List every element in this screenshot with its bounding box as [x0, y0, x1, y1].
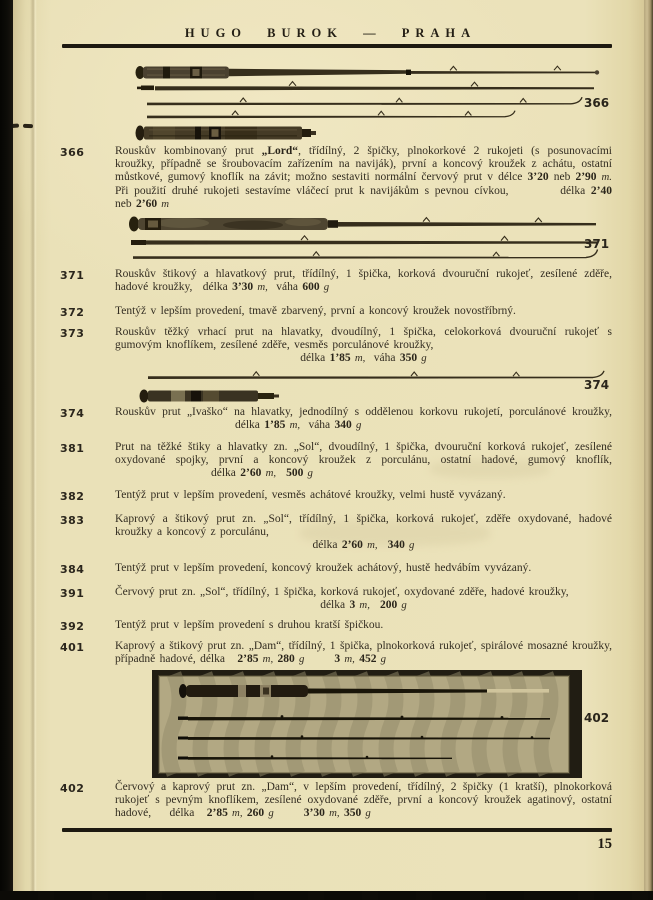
item-number: 381	[60, 442, 85, 455]
item-text-row	[115, 619, 612, 632]
item-text-row	[115, 539, 612, 552]
catalog-item-366	[60, 145, 612, 211]
text-segment: neb	[115, 197, 136, 210]
item-number: 402	[60, 782, 85, 795]
text-segment: 2’85	[206, 807, 228, 820]
text-segment: m,	[261, 467, 277, 480]
text-segment: m,	[253, 281, 268, 294]
text-segment: 2’90	[575, 171, 597, 184]
text-segment: , třídílný, 2 špičky, plnokorkové 2 rukojeti (s posunovacími kroužky, případně se šroubovacím zařízením na naviják), první a koncový kroužek z achátu, ostatní můstkové, gumový knoflík na závit; možno sestaviti normální červový prut v délce	[115, 145, 612, 184]
text-segment: 1’85	[329, 352, 351, 365]
text-segment: g	[319, 281, 330, 294]
text-segment: 200	[379, 599, 398, 612]
figure-label-374: 374	[584, 378, 610, 392]
item-text-row	[115, 513, 612, 539]
text-segment: délka	[320, 599, 350, 612]
item-description	[115, 326, 612, 366]
item-number: 392	[60, 620, 85, 633]
item-number: 382	[60, 490, 85, 503]
text-segment: Tentýž prut v lepším provedení s druhou kratší špičkou.	[115, 619, 384, 631]
item-description	[115, 145, 612, 211]
catalog-item-383	[60, 513, 612, 553]
text-segment: Tentýž prut v lepším provedení, vesměs achátové kroužky, velmi hustě vyvázaný.	[115, 489, 506, 501]
text-segment: g	[351, 419, 362, 432]
text-segment: 350	[339, 807, 362, 820]
binding-mark	[23, 124, 33, 129]
text-segment: g	[361, 807, 371, 820]
item-text-row	[115, 489, 612, 502]
text-segment: délka	[202, 281, 233, 294]
catalog-item-402	[60, 781, 612, 821]
scan-left-edge	[0, 0, 13, 900]
text-segment: 350	[399, 352, 418, 365]
item-number: 391	[60, 587, 85, 600]
text-segment: délka	[560, 184, 591, 197]
text-segment: Při použití druhé rukojeti sestavíme vláčecí prut k navijákům s pevnou cívkou,	[115, 184, 515, 197]
item-number: 374	[60, 407, 85, 420]
text-segment: 3	[349, 599, 356, 612]
text-segment: Rouskův těžký vrhací prut na hlavatky, dvoudílný, 1 špička, celokorková dvouruční rukojeť s gumovým knoflíkem, zesílené zděře, vesměs porculánové kroužky,	[115, 326, 612, 352]
item-description	[115, 489, 612, 502]
catalog-item-392	[60, 619, 612, 632]
text-segment: neb	[548, 171, 576, 184]
item-description	[115, 406, 612, 432]
item-number: 372	[60, 306, 85, 319]
figure-label-402: 402	[584, 711, 610, 725]
item-text-row	[115, 305, 612, 318]
text-segment: „Lord“	[261, 145, 299, 157]
text-segment: 3’20	[527, 171, 549, 184]
text-segment: Tentýž v lepším provedení, tmavě zbarvený, první a koncový kroužek novostříbrný.	[115, 305, 516, 317]
text-segment: 3’30	[303, 807, 325, 820]
item-text-row	[115, 145, 612, 211]
item-description	[115, 619, 612, 632]
text-segment: délka	[312, 539, 342, 552]
text-segment: váha	[304, 419, 335, 432]
text-segment: g	[294, 653, 305, 666]
text-segment: Kaprový a štikový prut zn. „Dam“, třídílný, 1 špička, plnokorková rukojeť, spirálové mosazné kroužky, případně hadové, délka	[115, 640, 612, 666]
text-segment: délka	[169, 807, 199, 820]
footer-rule	[62, 828, 612, 832]
text-segment: Prut na těžké štiky a hlavatky zn. „Sol“, dvoudílný, 1 špička, dvouruční korková rukojeť, zesílené oxydované spojky, první a koncový kroužek z porculánu, ostatní hadové, gumový knoflík,	[115, 441, 612, 467]
text-segment: m,	[285, 419, 301, 432]
text-segment: 260	[242, 807, 265, 820]
scan-right-edge	[644, 0, 653, 900]
item-number: 373	[60, 327, 85, 340]
text-segment: Tentýž prut v lepším provedení, koncový kroužek achátový, hustě hedvábím vyvázaný.	[115, 562, 532, 574]
figure-rod-374	[103, 367, 608, 407]
text-segment: m.	[596, 171, 612, 184]
text-segment: délka	[211, 467, 241, 480]
catalog-item-371	[60, 268, 612, 294]
text-segment: g	[376, 653, 387, 666]
binding-crease	[30, 0, 37, 893]
figure-rod-set-371	[103, 215, 608, 265]
item-description	[115, 562, 612, 575]
text-segment: m,	[350, 352, 366, 365]
item-text-row	[115, 586, 612, 599]
text-segment: Rouskův kombinovaný prut	[115, 145, 262, 157]
text-segment: g	[303, 467, 313, 480]
text-segment: 2’60	[341, 539, 363, 552]
text-segment: délka	[300, 352, 330, 365]
text-segment: 452	[354, 653, 377, 666]
item-number: 371	[60, 269, 85, 282]
item-number: 401	[60, 641, 85, 654]
catalog-item-374	[60, 406, 612, 432]
text-segment: 280	[273, 653, 295, 666]
catalog-item-382	[60, 489, 612, 502]
catalog-item-384	[60, 562, 612, 575]
item-text-row	[115, 268, 612, 294]
catalog-item-381	[60, 441, 612, 481]
text-segment: m,	[258, 653, 274, 666]
text-segment: 600	[302, 281, 320, 294]
item-text-row	[115, 599, 612, 612]
text-segment: 2’60	[135, 197, 158, 210]
text-segment: 500	[286, 467, 304, 480]
item-description	[115, 640, 612, 666]
catalog-item-401	[60, 640, 612, 666]
figure-label-371: 371	[584, 237, 610, 251]
text-segment: 2’40	[590, 184, 613, 197]
catalog-item-372	[60, 305, 612, 318]
text-segment: m,	[362, 539, 378, 552]
text-segment: g	[397, 599, 407, 612]
scan-bottom-edge	[0, 891, 653, 900]
item-description	[115, 513, 612, 553]
text-segment: m,	[227, 807, 243, 820]
figure-photo-402	[152, 670, 582, 778]
item-description	[115, 268, 612, 294]
text-segment: 1’85	[264, 419, 286, 432]
item-text-row	[115, 640, 612, 666]
text-segment: g	[264, 807, 274, 820]
item-description	[115, 441, 612, 481]
catalog-item-373	[60, 326, 612, 366]
item-number: 383	[60, 514, 85, 527]
figure-rod-set-366	[103, 63, 608, 146]
text-segment: 3’30	[232, 281, 254, 294]
item-text-row	[115, 441, 612, 481]
header-rule	[62, 44, 612, 48]
text-segment: g	[404, 539, 415, 552]
text-segment: 2’60	[240, 467, 262, 480]
text-segment: m,	[324, 807, 340, 820]
page-number: 15	[597, 836, 612, 852]
item-text-row	[115, 781, 612, 821]
text-segment: g	[417, 352, 427, 365]
item-text-row	[115, 406, 612, 432]
item-description	[115, 781, 612, 821]
figure-label-366: 366	[584, 96, 610, 110]
text-segment: Červový a kaprový prut zn. „Dam“, v lepším provedení, třídílný, 2 špičky (1 kratší), plnokorková rukojeť s pevným knoflíkem, zesílené oxydované zděře, první a koncový kroužek agatinový, ostatní hadové,	[115, 781, 612, 820]
text-segment: 340	[334, 419, 352, 432]
text-segment: váha	[271, 281, 303, 294]
text-segment: váha	[369, 352, 400, 365]
item-text-row	[115, 562, 612, 575]
item-text-row	[115, 326, 612, 352]
text-segment: Rouskův prut „Ivaško“ na hlavatky, jednodílný s oddělenou korkovu rukojetí, porculánové kroužky,	[115, 406, 612, 418]
text-segment: Kaprový a štikový prut zn. „Sol“, třídílný, 1 špička, korková rukojeť, zděře oxydované, hadové kroužky a koncový z porculánu,	[115, 513, 612, 539]
catalog-item-391	[60, 586, 612, 612]
item-description	[115, 586, 612, 612]
page-header-title: HUGO BUROK — PRAHA	[184, 26, 477, 40]
text-segment: Rouskův štikový a hlavatkový prut, třídílný, 1 špička, korková dvouruční rukojeť, zesílené zděře, hadové kroužky,	[115, 268, 612, 294]
item-description	[115, 305, 612, 318]
text-segment: m,	[355, 599, 370, 612]
text-segment: 340	[387, 539, 405, 552]
item-number: 366	[60, 146, 85, 159]
text-segment: m,	[340, 653, 355, 666]
text-segment: délka	[235, 419, 265, 432]
text-segment: 2’85	[237, 653, 259, 666]
item-number: 384	[60, 563, 85, 576]
text-segment: 3	[334, 653, 341, 666]
item-text-row	[115, 352, 612, 365]
text-segment: m	[157, 197, 170, 210]
text-segment: Červový prut zn. „Sol“, třídílný, 1 špička, korková rukojeť, oxydované zděře, hadové kroužky,	[115, 586, 569, 598]
